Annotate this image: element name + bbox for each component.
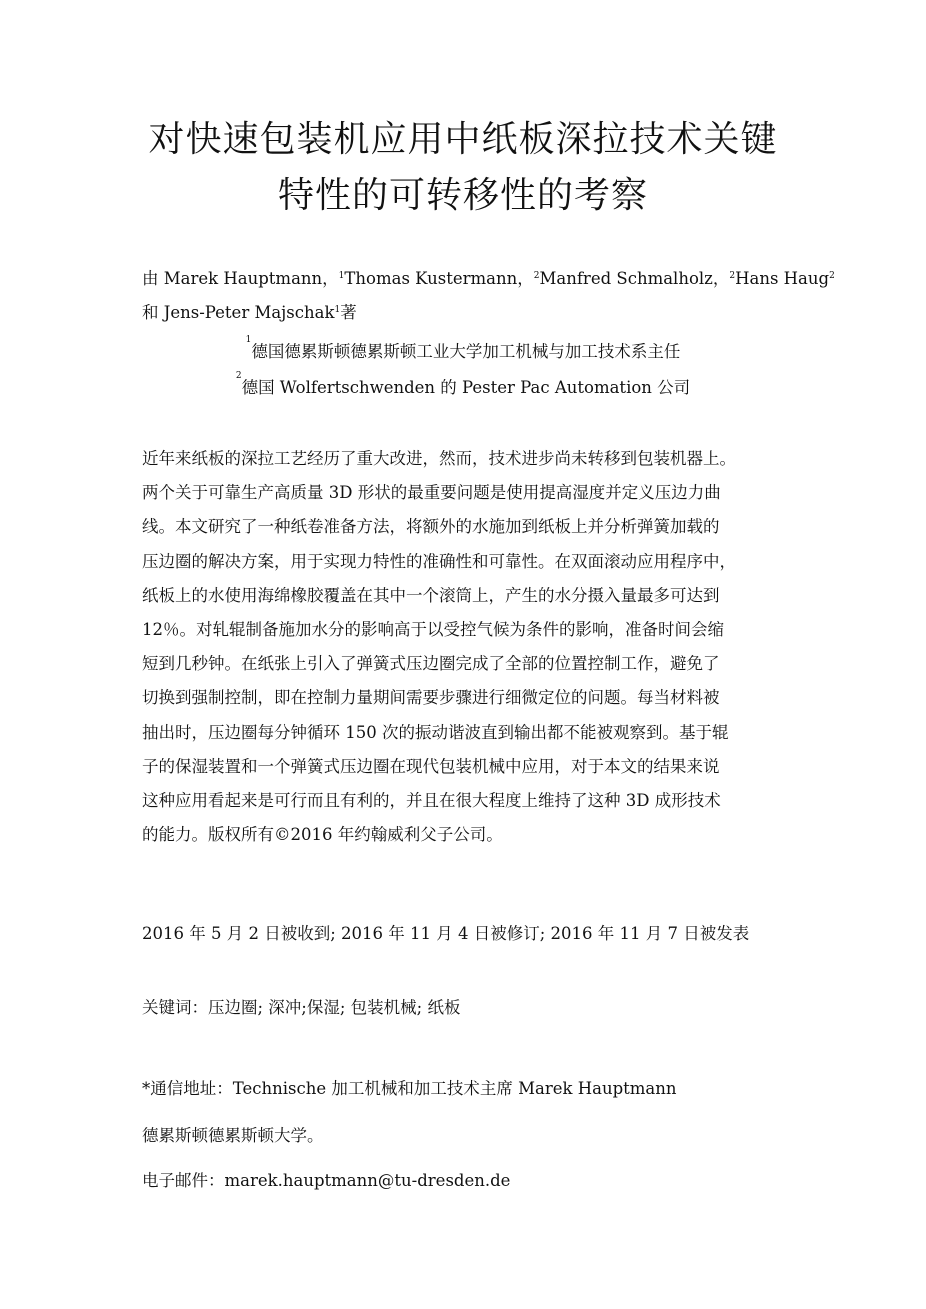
abstract-line: 短到几秒钟。在纸张上引入了弹簧式压边圈完成了全部的位置控制工作，避免了 [142,654,720,674]
affiliation-marker: 2 [729,271,736,281]
abstract-line: 切换到强制控制，即在控制力量期间需要步骤进行细微定位的问题。每当材料被 [142,688,720,708]
abstract-line: 的能力。版权所有©2016 年约翰威利父子公司。 [142,825,503,845]
email: 电子邮件：marek.hauptmann@tu-dresden.de [142,1171,511,1190]
affiliation-text: 德国德累斯顿德累斯顿工业大学加工机械与加工技术系主任 [251,342,681,361]
affiliation-marker: 2 [533,271,540,281]
author-text: 由 Marek Hauptmann， [142,269,339,288]
author-text: Hans Haug [735,269,830,288]
abstract [142,442,788,852]
affiliation-marker: 1 [334,305,341,315]
author-line [142,296,802,330]
abstract-line: 12％。对轧辊制备施加水分的影响高于以受控气候为条件的影响，准备时间会缩 [142,620,724,640]
university: 德累斯顿德累斯顿大学。 [142,1126,324,1145]
title-line: 特性的可转移性的考察 [277,175,648,216]
author-list [142,262,835,330]
author-text: 和 Jens-Peter Majschak [142,303,335,322]
author-text: 著 [340,303,357,322]
affiliation-marker: 1 [245,335,252,345]
author-text: Manfred Schmalholz， [539,269,730,288]
affiliation-marker: 2 [829,271,835,281]
history-dates: 2016 年 5 月 2 日被收到; 2016 年 11 月 4 日被修订; 2016 年 11 月 7 日被发表 [142,924,750,943]
author-line [142,262,835,296]
abstract-line: 两个关于可靠生产高质量 3D 形状的最重要问题是使用提高湿度并定义压边力曲 [142,483,721,503]
paper-title [60,112,866,224]
correspondence-address: *通信地址：Technische 加工机械和加工技术主席 Marek Hauptmann [142,1079,677,1098]
abstract-line: 纸板上的水使用海绵橡胶覆盖在其中一个滚筒上，产生的水分摄入量最多可达到 [142,585,720,605]
affiliation-1 [60,335,866,362]
title-line: 对快速包装机应用中纸板深拉技术关键 [148,119,778,160]
affiliation-text: 德国 Wolfertschwenden 的 Pester Pac Automation 公司 [241,378,691,397]
abstract-line: 这种应用看起来是可行而且有利的，并且在很大程度上维持了这种 3D 成形技术 [142,791,721,811]
affiliation-marker: 1 [338,271,345,281]
abstract-line: 近年来纸板的深拉工艺经历了重大改进，然而，技术进步尚未转移到包装机器上。 [142,449,736,468]
abstract-line: 线。本文研究了一种纸卷准备方法，将额外的水施加到纸板上并分析弹簧加载的 [142,517,720,537]
abstract-line: 压边圈的解决方案，用于实现力特性的准确性和可靠性。在双面滚动应用程序中， [142,551,736,571]
affiliation-marker: 2 [235,371,242,381]
abstract-line: 抽出时，压边圈每分钟循环 150 次的振动谐波直到输出都不能被观察到。基于辊 [142,722,729,742]
keywords: 关键词：压边圈; 深冲;保湿; 包装机械; 纸板 [142,998,461,1017]
affiliation-2 [60,371,866,398]
author-text: Thomas Kustermann， [344,269,534,288]
abstract-line: 子的保湿装置和一个弹簧式压边圈在现代包装机械中应用，对于本文的结果来说 [142,756,720,776]
